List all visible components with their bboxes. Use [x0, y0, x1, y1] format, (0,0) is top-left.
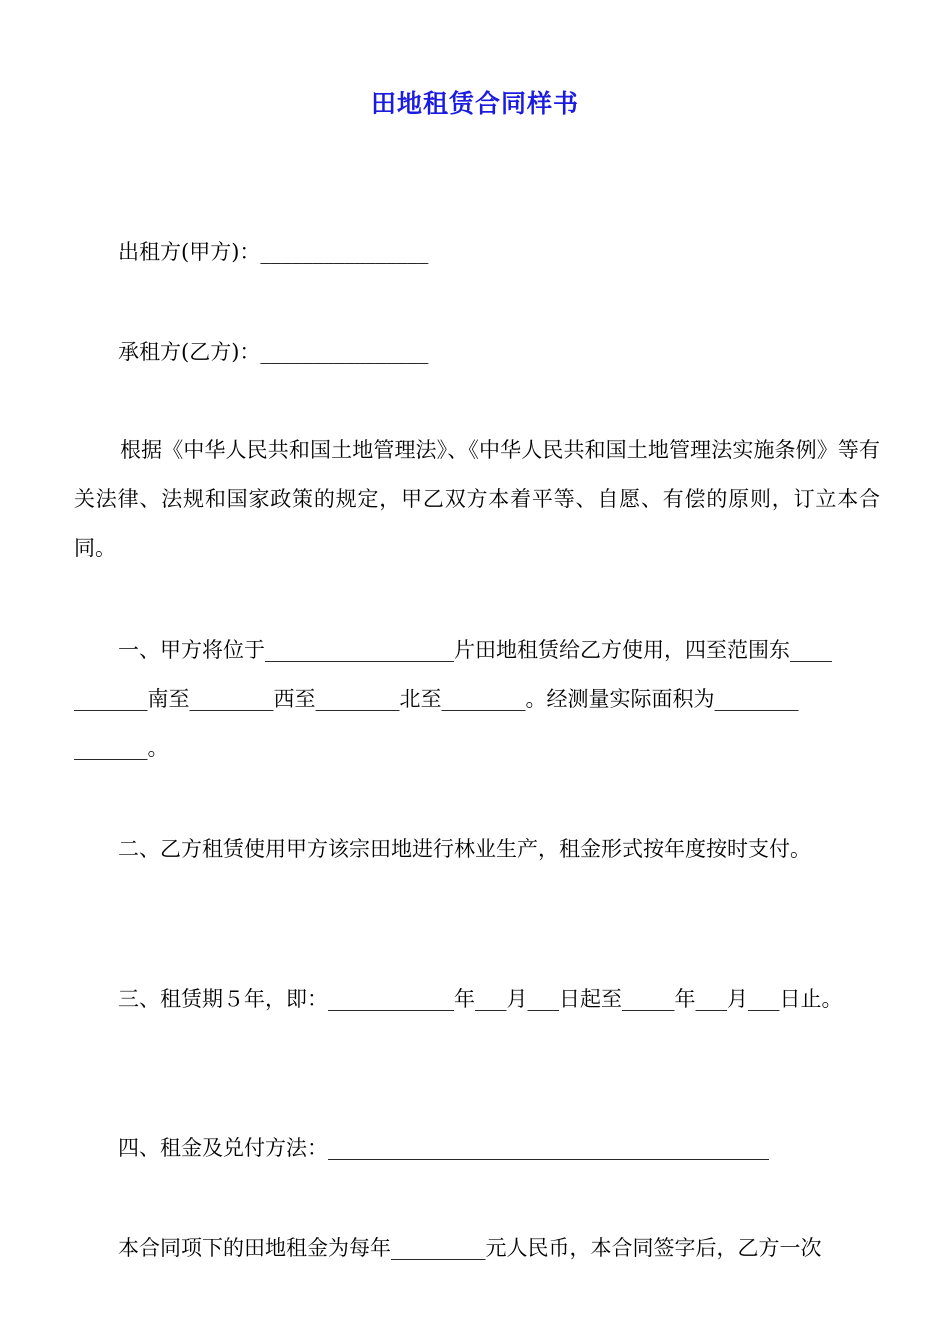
clause-4-line: 四、租金及兑付方法：__________________________________________ [118, 1136, 769, 1160]
clause-1-line-2: _______南至________西至________北至________。经测量实际面积为________ [74, 687, 799, 711]
lessee-line: 承租方(乙方)：________________ [118, 340, 429, 364]
clause-4-detail-line: 本合同项下的田地租金为每年_________元人民币，本合同签字后，乙方一次 [118, 1236, 822, 1260]
lessor-line: 出租方(甲方)：________________ [118, 240, 429, 264]
preamble-paragraph: 根据《中华人民共和国土地管理法》、《中华人民共和国土地管理法实施条例》等有关法律、法规和国家政策的规定，甲乙双方本着平等、自愿、有偿的原则，订立本合同。 [74, 438, 880, 560]
document-title: 田地租赁合同样书 [370, 89, 579, 118]
clause-3-line: 三、租赁期５年，即：____________年___月___日起至_____年___月___日止。 [118, 987, 843, 1011]
clause-2-line: 二、乙方租赁使用甲方该宗田地进行林业生产，租金形式按年度按时支付。 [118, 837, 811, 861]
clause-1-line-3: _______。 [74, 736, 169, 760]
clause-1-line-1: 一、甲方将位于__________________片田地租赁给乙方使用，四至范围东____ [118, 638, 832, 662]
